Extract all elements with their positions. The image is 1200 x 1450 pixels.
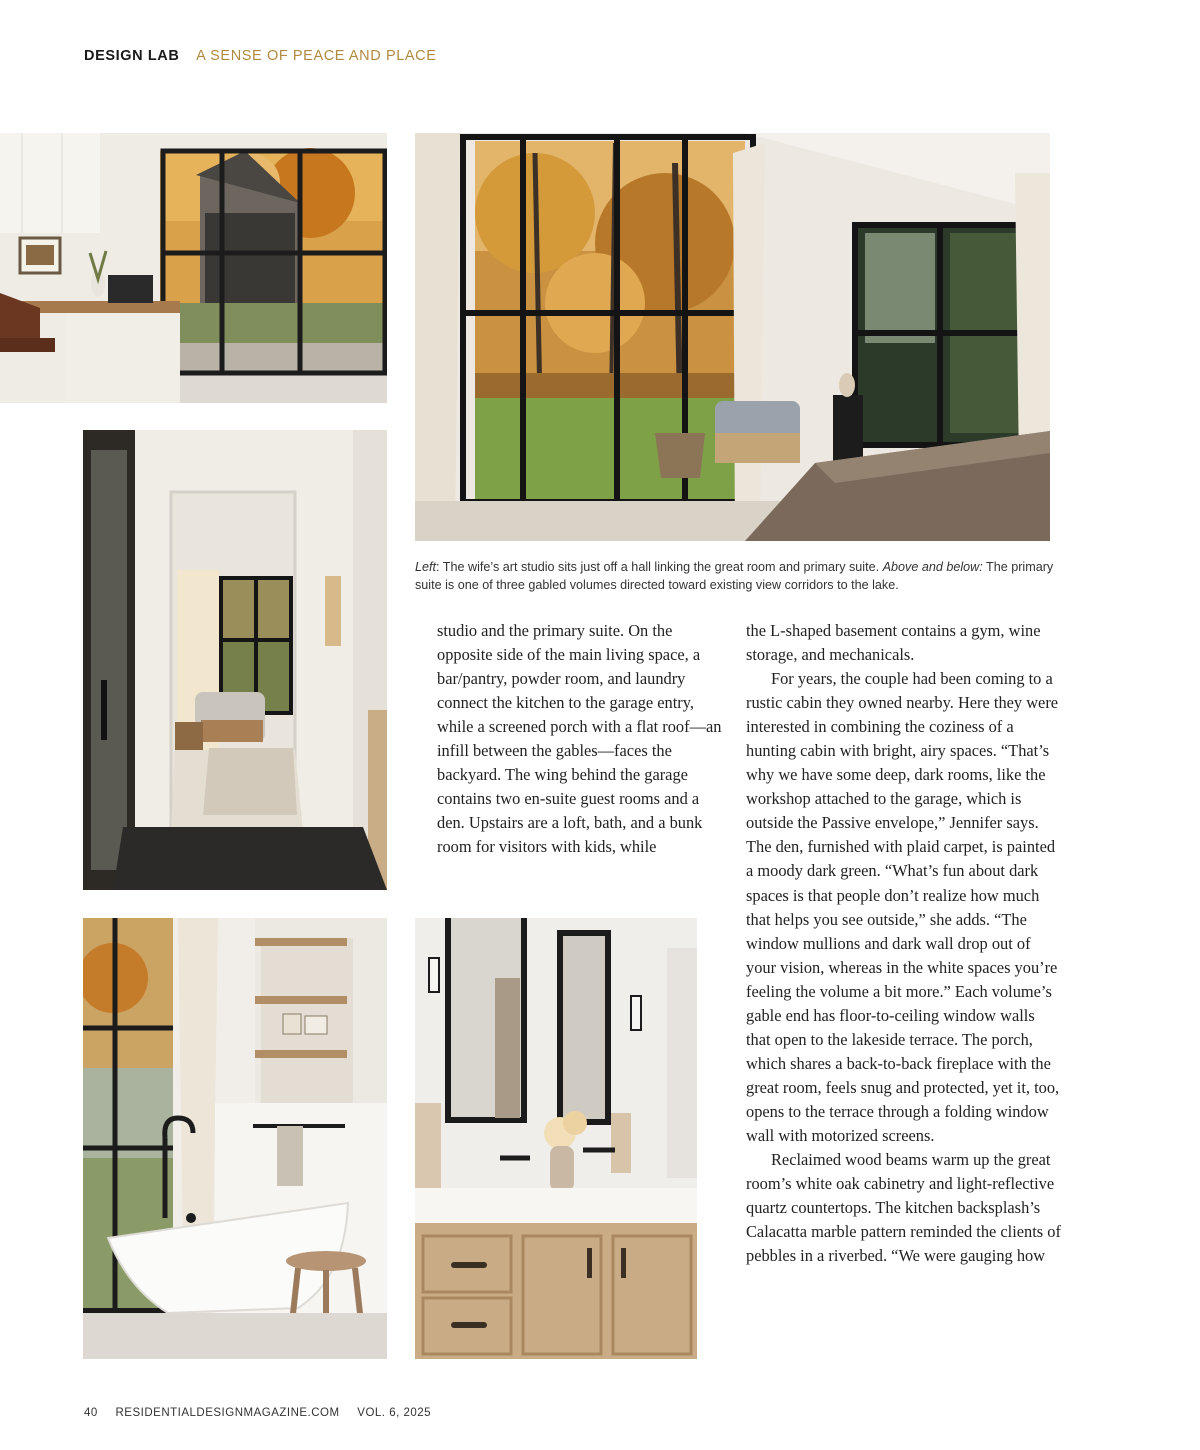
photo-caption <box>415 558 1055 594</box>
paragraph: studio and the primary suite. On the opposite side of the main living space, a bar/pantry, powder room, and laundry connect the kitchen to the garage entry, while a screened porch with a flat roof—an infill between the gables—faces the backyard. The wing behind the garage contains two en-suite guest rooms and a den. Upstairs are a loft, bath, and a bunk room for visitors with kids, while <box>437 621 722 857</box>
section-label: DESIGN LAB <box>84 48 180 64</box>
primary-suite-photo <box>415 133 1050 541</box>
caption-lead-left: Left <box>415 560 437 574</box>
hallway-photo <box>83 430 387 890</box>
series-title: A SENSE OF PEACE AND PLACE <box>196 48 437 64</box>
body-column-2 <box>746 619 1061 1268</box>
caption-text-left: : The wife’s art studio sits just off a hall linking the great room and primary suite. <box>436 560 883 574</box>
caption-text-above: The primary suite is one of three gabled volumes directed toward existing view corridors to the lake. <box>415 560 1054 592</box>
art-studio-photo <box>0 133 387 403</box>
page-header <box>84 48 437 64</box>
page-footer <box>84 1407 445 1419</box>
caption-lead-above: Above and below: <box>882 560 983 574</box>
bathtub-photo <box>83 918 387 1359</box>
issue-label: VOL. 6, 2025 <box>357 1407 432 1419</box>
body-column-1 <box>437 619 727 859</box>
magazine-website-link[interactable]: RESIDENTIALDESIGNMAGAZINE.COM <box>115 1407 340 1419</box>
page-number: 40 <box>84 1407 98 1419</box>
paragraph: Reclaimed wood beams warm up the great room’s white oak cabinetry and light-reflective quartz countertops. The kitchen backsplash’s Calacatta marble pattern reminded the clients of pebbles in a riverbed. “We were gauging how <box>746 1150 1061 1266</box>
paragraph: For years, the couple had been coming to a rustic cabin they owned nearby. Here they were interested in combining the coziness of a hunting cabin with bright, airy spaces. “That’s why we have some deep, dark rooms, like the workshop attached to the garage, which is outside the Passive envelope,” Jennifer says. The den, furnished with plaid carpet, is painted a moody dark green. “What’s fun about dark spaces is that people don’t realize how much that helps you see outside,” she adds. “The window mullions and dark wall drop out of your vision, whereas in the white spaces you’re feeling the volume a bit more.” Each volume’s gable end has floor-to-ceiling window walls that open to the lakeside terrace. The porch, which shares a back-to-back fireplace with the great room, feels snug and protected, yet it, too, opens to the terrace through a folding window wall with motorized screens. <box>746 669 1060 1145</box>
paragraph: the L-shaped basement contains a gym, wine storage, and mechanicals. <box>746 621 1041 665</box>
vanity-photo <box>415 918 697 1359</box>
